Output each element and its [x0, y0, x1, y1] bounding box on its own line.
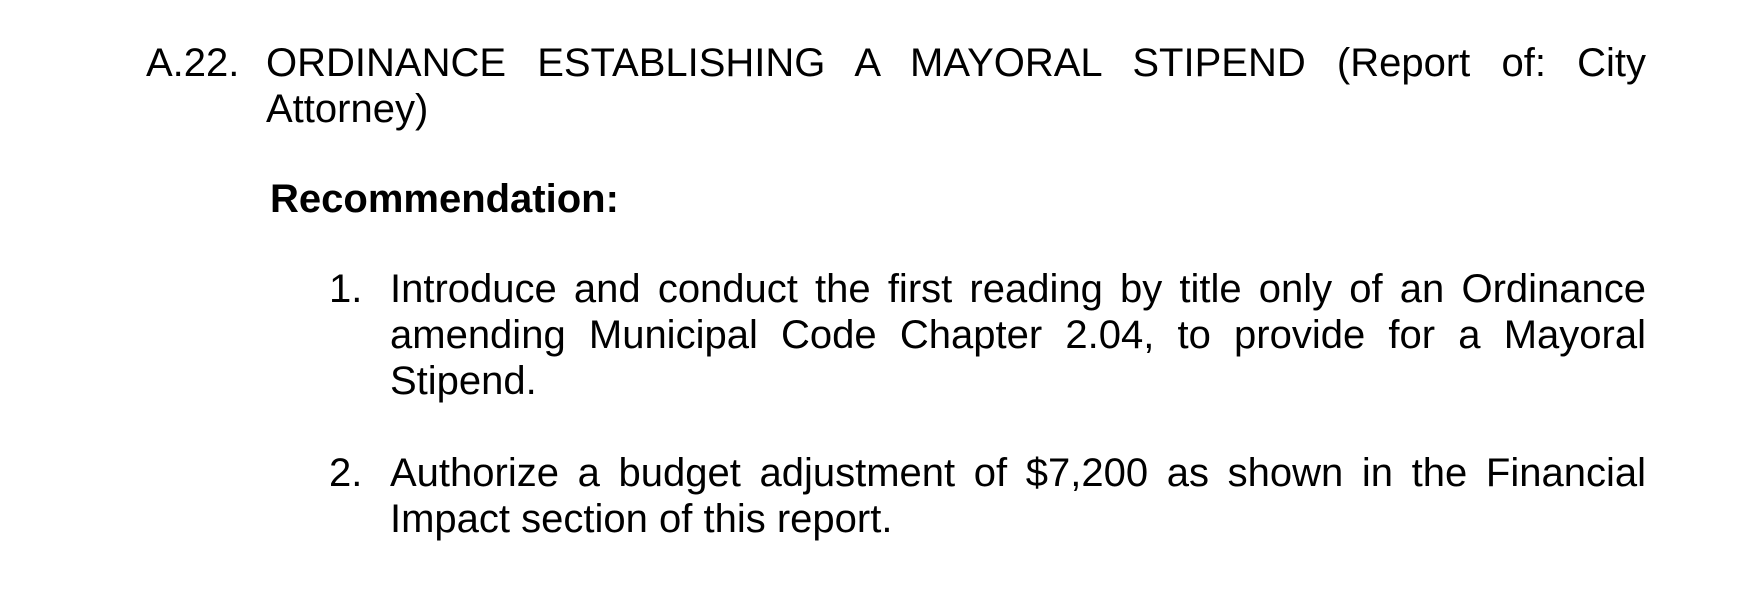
agenda-document	[146, 40, 1646, 588]
agenda-item-title: ORDINANCE ESTABLISHING A MAYORAL STIPEND (Report of: City Attorney)	[266, 41, 1646, 131]
recommendation-item	[329, 266, 1646, 404]
recommendation-heading: Recommendation:	[270, 177, 619, 221]
recommendation-item-text: Introduce and conduct the first reading by title only of an Ordinance amending Municipal Code Chapter 2.04, to provide for a Mayoral Stipend.	[390, 267, 1646, 403]
agenda-item-number: A.22.	[146, 41, 240, 85]
recommendation-item	[329, 450, 1646, 542]
recommendation-item-number: 2.	[329, 451, 363, 495]
recommendation-list	[329, 266, 1646, 542]
recommendation-item-text: Authorize a budget adjustment of $7,200 as shown in the Financial Impact section of this report.	[390, 451, 1646, 541]
recommendation-item-number: 1.	[329, 267, 363, 311]
agenda-item-header	[146, 40, 1646, 132]
